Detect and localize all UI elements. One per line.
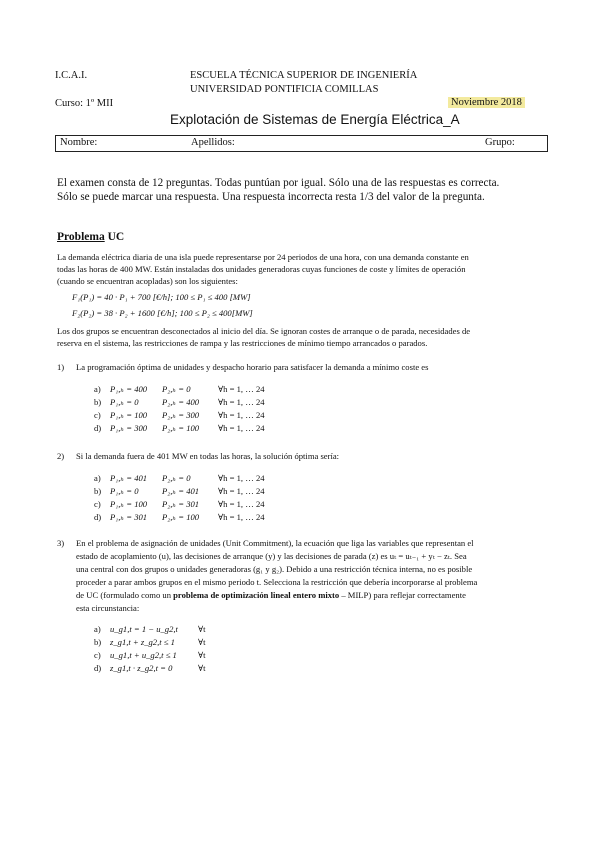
option-expression: u_g1,t = 1 − u_g2,t	[110, 624, 178, 634]
option-letter: b)	[94, 397, 102, 407]
option-expression: z_g1,t + z_g2,t ≤ 1	[110, 637, 175, 647]
question-3-line5-post: – MILP) para reflejar correctamente	[339, 590, 466, 600]
option-p1: P₁,ₕ = 301	[110, 512, 148, 522]
option-p2: P₂,ₕ = 300	[162, 410, 200, 420]
q3-option-b[interactable]	[94, 637, 206, 648]
q2-option-d[interactable]	[94, 512, 265, 523]
question-3-text-line1: En el problema de asignación de unidades (Unit Commitment), la ecuación que liga las variables que representan el	[76, 538, 474, 548]
exam-title: Explotación de Sistemas de Energía Eléctrica_A	[170, 112, 460, 127]
option-expression: u_g1,t + u_g2,t ≤ 1	[110, 650, 177, 660]
course: Curso: 1º MII	[55, 98, 114, 109]
problem-heading-code: UC	[107, 231, 125, 243]
option-forall: ∀t	[198, 624, 206, 634]
question-1-number: 1)	[57, 362, 65, 372]
q3-option-d[interactable]	[94, 663, 206, 674]
option-range: ∀h = 1, … 24	[218, 486, 265, 496]
option-range: ∀h = 1, … 24	[218, 499, 265, 509]
q2-option-a[interactable]	[94, 473, 265, 484]
option-letter: d)	[94, 423, 102, 433]
question-2-text: Si la demanda fuera de 401 MW en todas las horas, la solución óptima sería:	[76, 451, 340, 461]
q1-option-b[interactable]	[94, 397, 265, 408]
option-range: ∀h = 1, … 24	[218, 384, 265, 394]
school-name-line2: UNIVERSIDAD PONTIFICIA COMILLAS	[190, 84, 379, 95]
option-p1: P₁,ₕ = 100	[110, 410, 148, 420]
question-3-line5-pre: de UC (formulado como un	[76, 590, 174, 600]
q2-option-c[interactable]	[94, 499, 265, 510]
exam-date: Noviembre 2018	[448, 97, 525, 108]
problem-heading	[57, 231, 124, 243]
option-p1: P₁,ₕ = 0	[110, 397, 139, 407]
surname-label: Apellidos:	[191, 137, 235, 148]
option-p1: P₁,ₕ = 400	[110, 384, 148, 394]
option-p2: P₂,ₕ = 301	[162, 499, 200, 509]
option-letter: a)	[94, 384, 101, 394]
question-3-text-line2: estado de acoplamiento (u), las decisiones de arranque (y) y las decisiones de parada (z) es uₜ = uₜ₋₁ + yₜ − zₜ. Sea	[76, 551, 467, 561]
option-forall: ∀t	[198, 650, 206, 660]
option-expression: z_g1,t · z_g2,t = 0	[110, 663, 173, 673]
name-label: Nombre:	[60, 137, 98, 148]
instructions-line1: El examen consta de 12 preguntas. Todas puntúan por igual. Sólo una de las respuestas es correcta.	[57, 177, 500, 189]
school-name-line1: ESCUELA TÉCNICA SUPERIOR DE INGENIERÍA	[190, 70, 418, 81]
option-range: ∀h = 1, … 24	[218, 410, 265, 420]
problem-intro-line1: La demanda eléctrica diaria de una isla puede representarse por 24 periodos de una hora, con una demanda constante en	[57, 252, 469, 262]
problem-after-line2: reserva en el sistema, las restricciones de rampa y las restricciones de mínimo tiempo arrancados o parados.	[57, 338, 428, 348]
option-range: ∀h = 1, … 24	[218, 473, 265, 483]
q1-option-c[interactable]	[94, 410, 265, 421]
option-letter: c)	[94, 650, 101, 660]
question-3-text-line3: una central con dos grupos o unidades generadoras (g₁ y g₂). Debido a una restricción técnica interna, no es posible	[76, 564, 473, 574]
question-1-text: La programación óptima de unidades y despacho horario para satisfacer la demanda a mínimo coste es	[76, 362, 429, 372]
question-3-text-line4: proceder a parar ambos grupos en el mismo periodo t. Selecciona la restricción que debería incorporarse al problema	[76, 577, 478, 587]
question-3-line5-bold: problema de optimización lineal entero mixto	[173, 590, 340, 600]
student-info-box	[55, 135, 548, 152]
option-p2: P₂,ₕ = 100	[162, 512, 200, 522]
option-letter: c)	[94, 410, 101, 420]
option-range: ∀h = 1, … 24	[218, 397, 265, 407]
q3-option-a[interactable]	[94, 624, 206, 635]
option-range: ∀h = 1, … 24	[218, 512, 265, 522]
option-p1: P₁,ₕ = 401	[110, 473, 148, 483]
option-forall: ∀t	[198, 663, 206, 673]
option-letter: b)	[94, 637, 102, 647]
option-p1: P₁,ₕ = 0	[110, 486, 139, 496]
problem-heading-word: Problema	[57, 231, 105, 243]
cost-function-1: F₁(P₁) = 40 · P₁ + 700 [€/h]; 100 ≤ P₁ ≤ 400 [MW]	[72, 292, 251, 302]
q2-option-b[interactable]	[94, 486, 265, 497]
option-range: ∀h = 1, … 24	[218, 423, 265, 433]
option-p1: P₁,ₕ = 100	[110, 499, 148, 509]
q1-option-a[interactable]	[94, 384, 265, 395]
option-letter: b)	[94, 486, 102, 496]
q1-option-d[interactable]	[94, 423, 265, 434]
option-p2: P₂,ₕ = 0	[162, 384, 191, 394]
cost-function-2: F₂(P₂) = 38 · P₂ + 1600 [€/h]; 100 ≤ P₂ ≤ 400[MW]	[72, 308, 253, 318]
option-letter: d)	[94, 512, 102, 522]
question-3-text-line5	[76, 590, 466, 600]
problem-intro-line3: (cuando se encuentran acopladas) son los siguientes:	[57, 276, 238, 286]
option-p1: P₁,ₕ = 300	[110, 423, 148, 433]
option-forall: ∀t	[198, 637, 206, 647]
option-letter: d)	[94, 663, 102, 673]
option-p2: P₂,ₕ = 400	[162, 397, 200, 407]
option-letter: c)	[94, 499, 101, 509]
q3-option-c[interactable]	[94, 650, 206, 661]
option-p2: P₂,ₕ = 0	[162, 473, 191, 483]
problem-intro-line2: todas las horas de 400 MW. Están instaladas dos unidades generadoras cuyas funciones de coste y límites de operación	[57, 264, 466, 274]
question-3-text-line6: esta circunstancia:	[76, 603, 140, 613]
option-p2: P₂,ₕ = 401	[162, 486, 200, 496]
instructions-line2: Sólo se puede marcar una respuesta. Una respuesta incorrecta resta 1/3 del valor de la pregunta.	[57, 191, 485, 203]
option-letter: a)	[94, 624, 101, 634]
problem-after-line1: Los dos grupos se encuentran desconectados al inicio del día. Se ignoran costes de arranque o de parada, necesidades de	[57, 326, 471, 336]
question-2-number: 2)	[57, 451, 65, 461]
option-letter: a)	[94, 473, 101, 483]
institution: I.C.A.I.	[55, 70, 88, 81]
group-label: Grupo:	[485, 137, 515, 148]
option-p2: P₂,ₕ = 100	[162, 423, 200, 433]
question-3-number: 3)	[57, 538, 65, 548]
